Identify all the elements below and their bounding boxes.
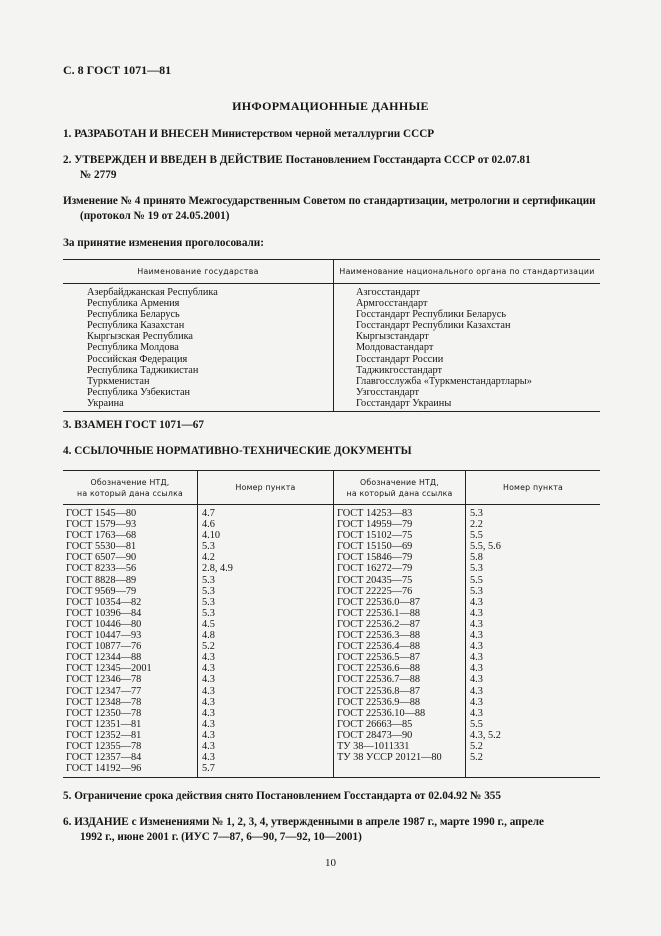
clause-number: 4.10 bbox=[202, 530, 221, 542]
refs-header-ref-line1: Обозначение НТД, bbox=[90, 477, 170, 487]
clause-number: 5.8 bbox=[470, 552, 483, 564]
reference-designation: ГОСТ 10447—93 bbox=[66, 630, 142, 642]
clause-number: 5.3 bbox=[470, 508, 483, 519]
reference-designation: ГОСТ 22225—76 bbox=[337, 585, 413, 597]
amendment-line1: Изменение № 4 принято Межгосударственным Советом по стандартизации, метрологии и сертификации bbox=[63, 195, 596, 207]
reference-designation: ГОСТ 15102—75 bbox=[337, 530, 413, 542]
standards-body: Армгосстандарт bbox=[356, 298, 428, 310]
clause-number: 5.3 bbox=[202, 596, 215, 608]
item-2-line2: № 2779 bbox=[80, 169, 117, 181]
reference-designation: ГОСТ 12345—2001 bbox=[66, 663, 152, 675]
reference-designation: ТУ 38 УССР 20121—80 bbox=[337, 752, 442, 764]
item-3-number: 3. bbox=[63, 419, 72, 431]
states-table-header bbox=[63, 260, 600, 284]
clause-number: 5.3 bbox=[470, 563, 483, 575]
reference-designation: ГОСТ 9569—79 bbox=[66, 585, 137, 597]
reference-designation: ГОСТ 16272—79 bbox=[337, 563, 413, 575]
reference-designation: ГОСТ 14959—79 bbox=[337, 519, 413, 531]
clause-number: 4.3 bbox=[202, 652, 215, 664]
reference-designation: ГОСТ 14253—83 bbox=[337, 508, 413, 519]
left-points-column bbox=[198, 505, 334, 778]
item-1-lead: РАЗРАБОТАН И ВНЕСЕН bbox=[74, 128, 209, 140]
state-name: Украина bbox=[87, 397, 124, 409]
item-5 bbox=[63, 790, 501, 802]
state-name: Республика Армения bbox=[87, 298, 180, 310]
clause-number: 4.3 bbox=[470, 707, 483, 719]
item-6-number: 6. bbox=[63, 816, 72, 828]
clause-number: 4.3 bbox=[202, 707, 215, 719]
reference-designation: ГОСТ 1545—80 bbox=[66, 508, 137, 519]
clause-number: 4.3 bbox=[202, 674, 215, 686]
reference-designation: ГОСТ 10354—82 bbox=[66, 596, 142, 608]
clause-number: 4.3 bbox=[470, 652, 483, 664]
reference-designation: ГОСТ 10446—80 bbox=[66, 618, 142, 630]
section-title: ИНФОРМАЦИОННЫЕ ДАННЫЕ bbox=[232, 99, 429, 113]
standards-body: Госстандарт Украины bbox=[356, 397, 452, 409]
standards-body: Кыргызстандарт bbox=[356, 331, 429, 343]
reference-designation: ГОСТ 1579—93 bbox=[66, 519, 137, 531]
reference-designation: ГОСТ 20435—75 bbox=[337, 574, 413, 586]
left-refs-column bbox=[63, 505, 198, 778]
refs-header-ref-line1: Обозначение НТД, bbox=[360, 477, 439, 487]
reference-designation: ГОСТ 22536.9—88 bbox=[337, 696, 421, 708]
reference-designation: ГОСТ 22536.8—87 bbox=[337, 685, 421, 697]
clause-number: 4.3 bbox=[470, 696, 483, 708]
refs-header-ref-line2: на который дана ссылка bbox=[346, 488, 453, 498]
refs-header-ref-right bbox=[334, 471, 466, 505]
item-3-text: ВЗАМЕН ГОСТ 1071—67 bbox=[74, 419, 204, 431]
item-4 bbox=[63, 445, 412, 457]
reference-designation: ГОСТ 28473—90 bbox=[337, 729, 413, 741]
reference-designation: ГОСТ 12348—78 bbox=[66, 696, 142, 708]
item-4-number: 4. bbox=[63, 445, 72, 457]
item-2 bbox=[63, 154, 531, 166]
state-name: Российская Федерация bbox=[87, 353, 188, 365]
reference-designation: ГОСТ 12347—77 bbox=[66, 685, 142, 697]
clause-number: 4.3 bbox=[470, 607, 483, 619]
clause-number: 4.3, 5.2 bbox=[470, 729, 501, 741]
clause-number: 4.3 bbox=[470, 663, 483, 675]
reference-designation: ГОСТ 22536.2—87 bbox=[337, 618, 421, 630]
standards-body: Госстандарт Республики Беларусь bbox=[356, 309, 507, 321]
bodies-column bbox=[334, 284, 601, 412]
clause-number: 4.5 bbox=[202, 618, 215, 630]
clause-number: 4.3 bbox=[202, 740, 215, 752]
clause-number: 5.5 bbox=[470, 718, 483, 730]
reference-designation: ГОСТ 12357—84 bbox=[66, 752, 142, 764]
reference-designation: ГОСТ 12350—78 bbox=[66, 707, 142, 719]
reference-designation: ГОСТ 6507—90 bbox=[66, 552, 137, 564]
reference-designation: ГОСТ 14192—96 bbox=[66, 763, 142, 775]
item-4-text: ССЫЛОЧНЫЕ НОРМАТИВНО-ТЕХНИЧЕСКИЕ ДОКУМЕНТЫ bbox=[74, 445, 412, 457]
state-name: Азербайджанская Республика bbox=[87, 287, 218, 298]
references-table bbox=[63, 470, 600, 778]
clause-number: 4.8 bbox=[202, 630, 215, 642]
clause-number: 5.3 bbox=[202, 541, 215, 553]
reference-designation: ГОСТ 22536.4—88 bbox=[337, 641, 421, 653]
refs-header-ref-left bbox=[63, 471, 198, 505]
states-header-state: Наименование государства bbox=[63, 260, 334, 284]
clause-number: 4.3 bbox=[470, 641, 483, 653]
standards-body: Главгосслужба «Туркменстандартлары» bbox=[356, 375, 532, 387]
reference-designation: ГОСТ 22536.1—88 bbox=[337, 607, 421, 619]
reference-designation: ГОСТ 26663—85 bbox=[337, 718, 413, 730]
standards-body: Госстандарт Республики Казахстан bbox=[356, 320, 511, 332]
reference-designation: ТУ 38—1011331 bbox=[337, 740, 410, 752]
state-name: Республика Таджикистан bbox=[87, 364, 199, 376]
clause-number: 5.5, 5.6 bbox=[470, 541, 501, 553]
clause-number: 4.3 bbox=[202, 718, 215, 730]
clause-number: 5.7 bbox=[202, 763, 215, 775]
standards-body: Азгосстандарт bbox=[356, 287, 421, 298]
reference-designation: ГОСТ 22536.7—88 bbox=[337, 674, 421, 686]
reference-designation: ГОСТ 12344—88 bbox=[66, 652, 142, 664]
reference-designation: ГОСТ 15150—69 bbox=[337, 541, 413, 553]
reference-designation: ГОСТ 22536.10—88 bbox=[337, 707, 426, 719]
reference-designation: ГОСТ 10877—76 bbox=[66, 641, 142, 653]
item-6-line2: 1992 г., июне 2001 г. (ИУС 7—87, 6—90, 7—92, 10—2001) bbox=[80, 831, 362, 843]
item-2-lead: УТВЕРЖДЕН И ВВЕДЕН В ДЕЙСТВИЕ bbox=[74, 154, 283, 166]
refs-header-ref-line2: на который дана ссылка bbox=[77, 488, 183, 498]
clause-number: 5.5 bbox=[470, 574, 483, 586]
reference-designation: ГОСТ 12351—81 bbox=[66, 718, 142, 730]
clause-number: 5.3 bbox=[202, 607, 215, 619]
clause-number: 4.6 bbox=[202, 519, 215, 531]
reference-designation: ГОСТ 22536.6—88 bbox=[337, 663, 421, 675]
clause-number: 4.3 bbox=[202, 685, 215, 697]
item-6 bbox=[63, 816, 544, 828]
item-2-number: 2. bbox=[63, 154, 72, 166]
clause-number: 5.3 bbox=[202, 574, 215, 586]
state-name: Кыргызская Республика bbox=[87, 331, 194, 343]
standards-body: Молдовастандарт bbox=[356, 342, 434, 354]
state-name: Республика Беларусь bbox=[87, 309, 180, 321]
reference-designation: ГОСТ 22536.0—87 bbox=[337, 596, 421, 608]
state-name: Республика Узбекистан bbox=[87, 386, 191, 398]
state-name: Республика Казахстан bbox=[87, 320, 185, 332]
reference-designation: ГОСТ 8828—89 bbox=[66, 574, 137, 586]
item-6-line1: с Изменениями № 1, 2, 3, 4, утвержденными в апреле 1987 г., марте 1990 г., апреле bbox=[131, 816, 545, 828]
right-points-column bbox=[466, 505, 601, 778]
clause-number: 4.3 bbox=[470, 674, 483, 686]
item-5-number: 5. bbox=[63, 790, 72, 802]
reference-designation: ГОСТ 12352—81 bbox=[66, 729, 142, 741]
clause-number: 4.7 bbox=[202, 508, 215, 519]
reference-designation: ГОСТ 1763—68 bbox=[66, 530, 137, 542]
clause-number: 4.3 bbox=[202, 696, 215, 708]
clause-number: 5.3 bbox=[470, 585, 483, 597]
item-1-number: 1. bbox=[63, 128, 72, 140]
states-table bbox=[63, 259, 600, 412]
clause-number: 4.3 bbox=[470, 685, 483, 697]
clause-number: 5.2 bbox=[470, 752, 483, 764]
clause-number: 5.2 bbox=[470, 740, 483, 752]
reference-designation: ГОСТ 5530—81 bbox=[66, 541, 137, 553]
refs-header-point-left: Номер пункта bbox=[198, 471, 334, 505]
state-name: Республика Молдова bbox=[87, 342, 179, 354]
states-column bbox=[63, 284, 334, 412]
clause-number: 4.3 bbox=[202, 729, 215, 741]
item-1 bbox=[63, 128, 434, 140]
clause-number: 4.3 bbox=[470, 596, 483, 608]
references-table-header bbox=[63, 471, 600, 505]
standards-body: Таджикгосстандарт bbox=[356, 364, 443, 376]
reference-designation: ГОСТ 12346—78 bbox=[66, 674, 142, 686]
states-header-body: Наименование национального органа по стандартизации bbox=[334, 260, 601, 284]
clause-number: 4.3 bbox=[202, 663, 215, 675]
clause-number: 4.3 bbox=[470, 618, 483, 630]
item-1-text: Министерством черной металлургии СССР bbox=[211, 128, 435, 140]
clause-number: 4.3 bbox=[202, 752, 215, 764]
item-6-lead: ИЗДАНИЕ bbox=[74, 816, 129, 828]
reference-designation: ГОСТ 15846—79 bbox=[337, 552, 413, 564]
clause-number: 5.5 bbox=[470, 530, 483, 542]
refs-header-point-right: Номер пункта bbox=[466, 471, 601, 505]
clause-number: 4.2 bbox=[202, 552, 215, 564]
reference-designation: ГОСТ 12355—78 bbox=[66, 740, 142, 752]
clause-number: 2.8, 4.9 bbox=[202, 563, 233, 575]
standards-body: Узгосстандарт bbox=[356, 386, 419, 398]
clause-number: 5.3 bbox=[202, 585, 215, 597]
page-number: 10 bbox=[325, 857, 336, 869]
clause-number: 2.2 bbox=[470, 519, 483, 531]
page-header: С. 8 ГОСТ 1071—81 bbox=[63, 63, 172, 77]
item-5-text: Ограничение срока действия снято Постановлением Госстандарта от 02.04.92 № 355 bbox=[74, 790, 501, 802]
clause-number: 5.2 bbox=[202, 641, 215, 653]
voted-label: За принятие изменения проголосовали: bbox=[63, 237, 264, 249]
reference-designation: ГОСТ 8233—56 bbox=[66, 563, 137, 575]
item-2-text: Постановлением Госстандарта СССР от 02.07.81 bbox=[285, 154, 531, 166]
reference-designation: ГОСТ 22536.5—87 bbox=[337, 652, 421, 664]
clause-number: 4.3 bbox=[470, 630, 483, 642]
reference-designation: ГОСТ 22536.3—88 bbox=[337, 630, 421, 642]
standards-body: Госстандарт России bbox=[356, 353, 444, 365]
item-3 bbox=[63, 419, 204, 431]
right-refs-column bbox=[334, 505, 466, 778]
amendment-line2: (протокол № 19 от 24.05.2001) bbox=[80, 210, 230, 222]
reference-designation: ГОСТ 10396—84 bbox=[66, 607, 142, 619]
state-name: Туркменистан bbox=[87, 375, 150, 387]
